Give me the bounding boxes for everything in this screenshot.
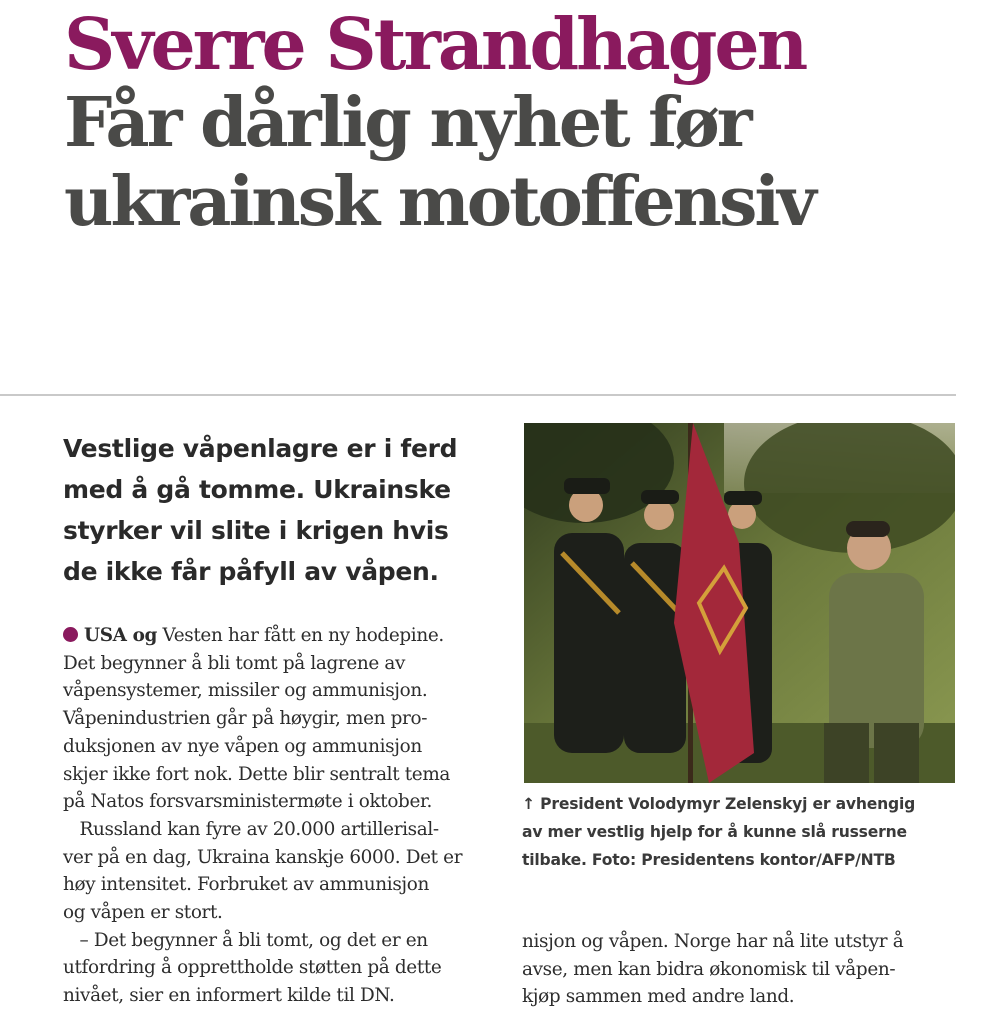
headline bbox=[64, 84, 944, 242]
lede-line: med å gå tomme. Ukrainske bbox=[63, 475, 451, 504]
body-line: avse, men kan bidra økonomisk til våpen- bbox=[522, 958, 896, 980]
headline-line: ukrainsk motoffensiv bbox=[64, 162, 814, 242]
body-line: kjøp sammen med andre land. bbox=[522, 986, 795, 1008]
body-column-right bbox=[522, 928, 954, 1011]
body-line: våpensystemer, missiler og ammunisjon. bbox=[63, 680, 428, 702]
body-line: Våpenindustrien går på høygir, men pro- bbox=[63, 708, 428, 730]
lead-word: USA og bbox=[84, 625, 158, 646]
body-line: skjer ikke fort nok. Dette blir sentralt tema bbox=[63, 763, 451, 785]
body-line: nisjon og våpen. Norge har nå lite utstyr å bbox=[522, 931, 904, 952]
lede-line: Vestlige våpenlagre er i ferd bbox=[63, 434, 458, 463]
body-line: høy intensitet. Forbruket av ammunisjon bbox=[63, 874, 429, 896]
byline: Sverre Strandhagen bbox=[64, 2, 806, 86]
caption-line: tilbake. Foto: Presidentens kontor/AFP/NTB bbox=[522, 851, 896, 869]
caption-line: ↑ President Volodymyr Zelenskyj er avhengig bbox=[522, 795, 916, 813]
body-line: ver på en dag, Ukraina kanskje 6000. Det er bbox=[63, 846, 463, 868]
body-line: duksjonen av nye våpen og ammunisjon bbox=[63, 735, 422, 757]
body-line: – Det begynner å bli tomt, og det er en bbox=[63, 929, 428, 951]
bullet-dot-icon bbox=[63, 627, 78, 642]
caption-line: av mer vestlig hjelp for å kunne slå russerne bbox=[522, 823, 907, 841]
body-text: Vesten har fått en ny hodepine. bbox=[157, 625, 444, 646]
body-line: nivået, sier en informert kilde til DN. bbox=[63, 985, 395, 1007]
news-photo bbox=[524, 423, 955, 783]
body-line: Russland kan fyre av 20.000 artillerisal- bbox=[63, 818, 439, 840]
body-line: Det begynner å bli tomt på lagrene av bbox=[63, 652, 406, 674]
body-line: og våpen er stort. bbox=[63, 902, 223, 924]
photo-caption bbox=[522, 790, 962, 874]
body-column-left bbox=[63, 622, 495, 1010]
headline-line: Får dårlig nyhet før bbox=[64, 83, 750, 163]
body-line: utfordring å opprettholde støtten på dette bbox=[63, 957, 442, 979]
section-divider bbox=[0, 394, 956, 396]
body-line-first bbox=[63, 622, 495, 650]
lede bbox=[63, 428, 503, 592]
photo-illustration bbox=[524, 423, 955, 783]
lede-line: de ikke får påfyll av våpen. bbox=[63, 557, 439, 586]
body-line: på Natos forsvarsministermøte i oktober. bbox=[63, 791, 432, 813]
lede-line: styrker vil slite i krigen hvis bbox=[63, 516, 449, 545]
